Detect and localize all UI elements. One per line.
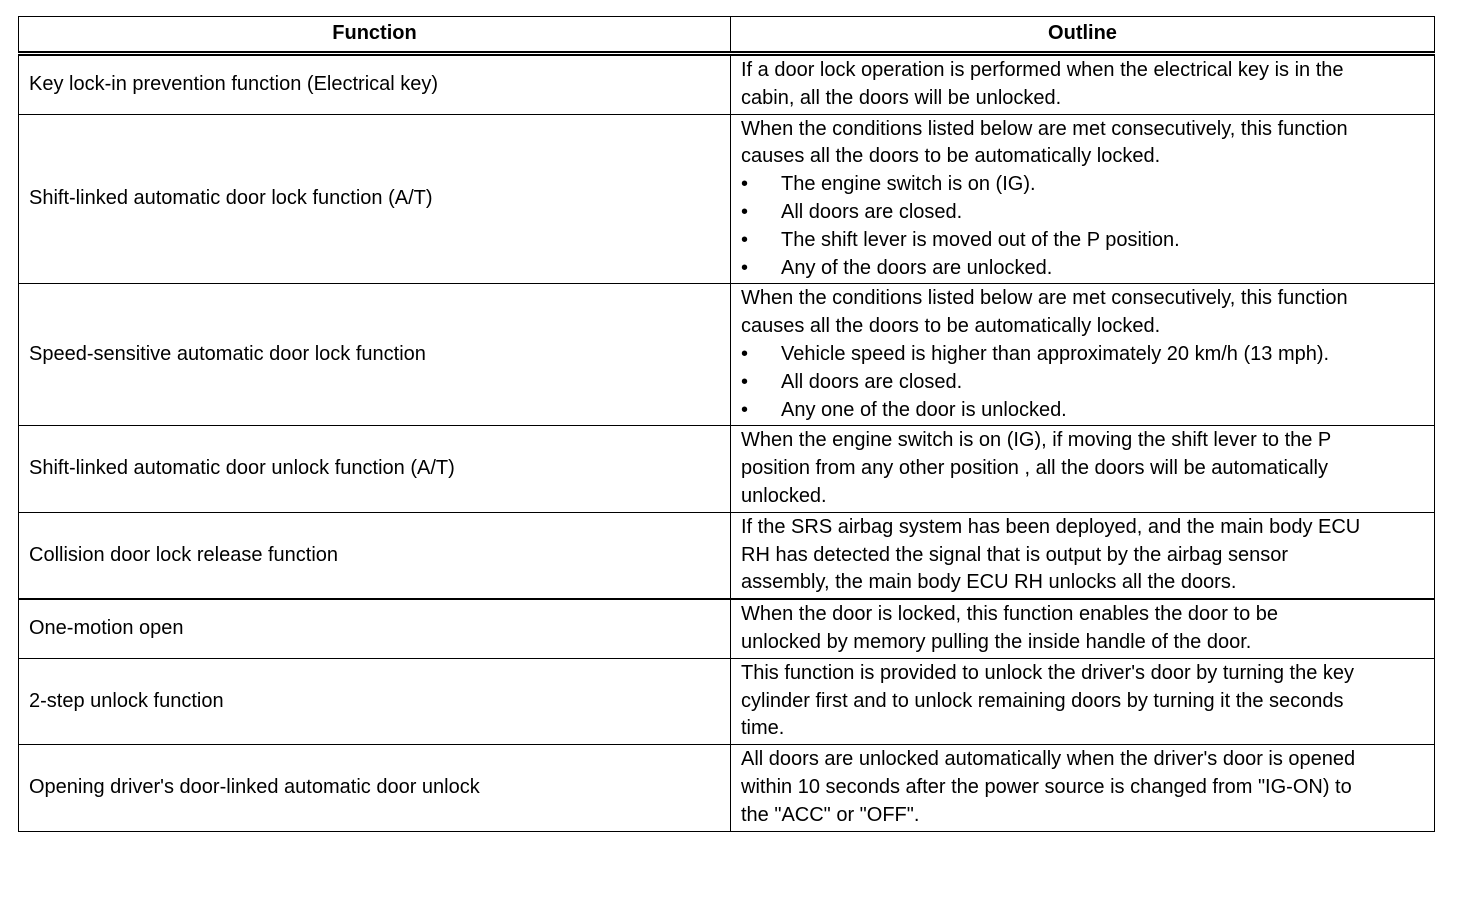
outline-text-line: cylinder first and to unlock remaining doors by turning it the seconds (741, 689, 1344, 712)
outline-text-line: If a door lock operation is performed when the electrical key is in the (741, 59, 1344, 81)
outline-text-line: When the conditions listed below are met consecutively, this function (741, 117, 1348, 140)
outline-text-line: When the door is locked, this function enables the door to be (741, 603, 1279, 626)
function-column-header: Function (19, 17, 731, 54)
function-cell: Speed-sensitive automatic door lock function (19, 284, 731, 426)
outline-text-line: unlocked. (741, 484, 827, 507)
bullet-text: The shift lever is moved out of the P position. (781, 228, 1180, 251)
outline-bullet-item (741, 255, 1424, 283)
function-cell: Key lock-in prevention function (Electrical key) (19, 54, 731, 115)
table-row (19, 658, 1435, 744)
function-cell: Shift-linked automatic door unlock function (A/T) (19, 426, 731, 512)
bullet-icon: • (741, 256, 749, 279)
function-cell: Opening driver's door-linked automatic door unlock (19, 745, 731, 831)
function-outline-table (18, 16, 1435, 832)
outline-text-line: If the SRS airbag system has been deployed, and the main body ECU (741, 515, 1361, 538)
table-header-row (19, 17, 1435, 54)
outline-cell (731, 512, 1435, 599)
bullet-icon: • (741, 173, 749, 196)
outline-text-line: assembly, the main body ECU RH unlocks all the doors. (741, 571, 1237, 594)
outline-bullet-item (741, 369, 1424, 397)
table-row (19, 745, 1435, 831)
outline-text-line: This function is provided to unlock the driver's door by turning the key (741, 661, 1355, 684)
outline-cell (731, 54, 1435, 115)
outline-text-line: position from any other position , all the doors will be automatically (741, 457, 1328, 480)
outline-bullet-item (741, 341, 1424, 369)
bullet-text: Any of the doors are unlocked. (781, 256, 1053, 279)
bullet-text: All doors are closed. (781, 200, 963, 223)
outline-bullet-item (741, 171, 1424, 199)
bullet-icon: • (741, 398, 749, 421)
outline-cell (731, 745, 1435, 831)
outline-cell (731, 114, 1435, 284)
bullet-icon: • (741, 370, 749, 393)
function-cell: Shift-linked automatic door lock function (A/T) (19, 114, 731, 284)
table-row (19, 599, 1435, 658)
table-row (19, 284, 1435, 426)
outline-cell (731, 426, 1435, 512)
outline-bullet-item (741, 227, 1424, 255)
outline-text-line: time. (741, 717, 785, 740)
outline-text-line: the "ACC" or "OFF". (741, 803, 920, 826)
bullet-text: All doors are closed. (781, 370, 963, 393)
outline-text-line: unlocked by memory pulling the inside handle of the door. (741, 630, 1252, 653)
bullet-text: Vehicle speed is higher than approximately 20 km/h (13 mph). (781, 342, 1330, 365)
outline-column-header: Outline (731, 17, 1435, 54)
outline-cell (731, 284, 1435, 426)
outline-bullet-item (741, 199, 1424, 227)
function-cell: 2-step unlock function (19, 658, 731, 744)
outline-text-line: causes all the doors to be automatically locked. (741, 145, 1161, 168)
bullet-text: The engine switch is on (IG). (781, 173, 1036, 196)
table-row (19, 426, 1435, 512)
table-row (19, 114, 1435, 284)
outline-text-line: When the conditions listed below are met consecutively, this function (741, 287, 1348, 310)
outline-text-line: RH has detected the signal that is output by the airbag sensor (741, 543, 1289, 566)
outline-text-line: within 10 seconds after the power source is changed from "IG-ON) to (741, 775, 1352, 798)
outline-text-line: cabin, all the doors will be unlocked. (741, 86, 1062, 109)
table-row (19, 54, 1435, 115)
bullet-icon: • (741, 228, 749, 251)
outline-bullet-item (741, 397, 1424, 425)
outline-text-line: All doors are unlocked automatically when the driver's door is opened (741, 748, 1356, 771)
outline-text-line: When the engine switch is on (IG), if moving the shift lever to the P (741, 429, 1332, 452)
outline-text-line: causes all the doors to be automatically locked. (741, 315, 1161, 338)
outline-cell (731, 599, 1435, 658)
bullet-text: Any one of the door is unlocked. (781, 398, 1067, 421)
bullet-icon: • (741, 200, 749, 223)
outline-cell (731, 658, 1435, 744)
function-cell: One-motion open (19, 599, 731, 658)
function-cell: Collision door lock release function (19, 512, 731, 599)
table-row (19, 512, 1435, 599)
bullet-icon: • (741, 342, 749, 365)
